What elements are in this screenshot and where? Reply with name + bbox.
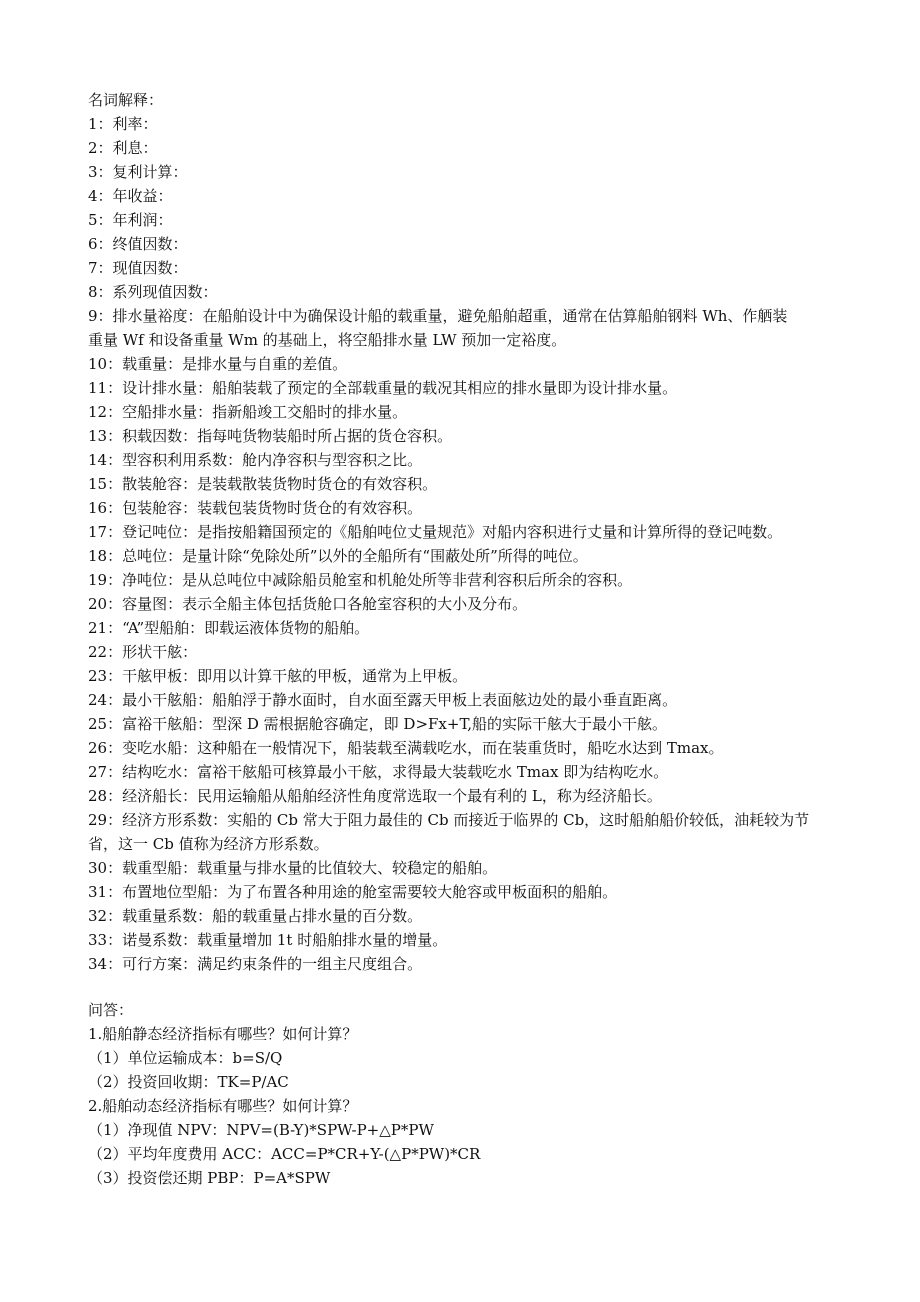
definition-item: 9：排水量裕度：在船舶设计中为确保设计船的载重量，避免船舶超重，通常在估算船舶钢料 Wh、作舾装 bbox=[88, 307, 788, 325]
definition-item: 21：“A”型船舶：即载运液体货物的船舶。 bbox=[88, 619, 370, 637]
definition-item: 5：年利润： bbox=[88, 211, 173, 229]
definition-item: 20：容量图：表示全船主体包括货舱口各舱室容积的大小及分布。 bbox=[88, 595, 528, 613]
qa-question: 2.船舶动态经济指标有哪些？如何计算？ bbox=[88, 1097, 358, 1115]
definition-item: 33：诺曼系数：载重量增加 1t 时船舶排水量的增量。 bbox=[88, 931, 448, 949]
qa-list bbox=[88, 1022, 848, 1190]
definition-item: 14：型容积利用系数：舱内净容积与型容积之比。 bbox=[88, 451, 423, 469]
definition-item: 29：经济方形系数：实船的 Cb 常大于阻力最佳的 Cb 而接近于临界的 Cb，这时船舶船价较低，油耗较为节 bbox=[88, 811, 810, 829]
section-heading-qa: 问答： bbox=[88, 1001, 134, 1019]
definition-item: 22：形状干舷： bbox=[88, 643, 198, 661]
definition-item: 12：空船排水量：指新船竣工交船时的排水量。 bbox=[88, 403, 408, 421]
qa-answer: （1）净现值 NPV：NPV=(B-Y)*SPW-P+△P*PW bbox=[88, 1121, 434, 1139]
section-spacer bbox=[88, 976, 848, 998]
qa-answer: （1）单位运输成本：b=S/Q bbox=[88, 1049, 283, 1067]
definition-item: 15：散装舱容：是装载散装货物时货仓的有效容积。 bbox=[88, 475, 438, 493]
definition-item: 13：积载因数：指每吨货物装船时所占据的货仓容积。 bbox=[88, 427, 453, 445]
definition-item: 6：终值因数： bbox=[88, 235, 188, 253]
definition-item: 7：现值因数： bbox=[88, 259, 188, 277]
definition-item: 8：系列现值因数： bbox=[88, 283, 218, 301]
definition-item: 19：净吨位：是从总吨位中减除船员舱室和机舱处所等非营利容积后所余的容积。 bbox=[88, 571, 633, 589]
definition-item: 1：利率： bbox=[88, 115, 158, 133]
qa-answer: （2）投资回收期：TK=P/AC bbox=[88, 1073, 289, 1091]
definition-item: 18：总吨位：是量计除“免除处所”以外的全船所有“围蔽处所”所得的吨位。 bbox=[88, 547, 588, 565]
definition-item: 4：年收益： bbox=[88, 187, 173, 205]
definition-item: 2：利息： bbox=[88, 139, 158, 157]
definition-item: 28：经济船长：民用运输船从船舶经济性角度常选取一个最有利的 L，称为经济船长。 bbox=[88, 787, 662, 805]
definitions-list bbox=[88, 112, 848, 976]
qa-answer: （2）平均年度费用 ACC：ACC=P*CR+Y-(△P*PW)*CR bbox=[88, 1145, 481, 1163]
definition-item: 25：富裕干舷船：型深 D 需根据舱容确定，即 D>Fx+T,船的实际干舷大于最小干舷。 bbox=[88, 715, 668, 733]
document-page bbox=[88, 88, 848, 1190]
definition-item-continuation: 省，这一 Cb 值称为经济方形系数。 bbox=[88, 835, 329, 853]
definition-item: 11：设计排水量：船舶装载了预定的全部载重量的载况其相应的排水量即为设计排水量。 bbox=[88, 379, 678, 397]
definition-item: 24：最小干舷船：船舶浮于静水面时，自水面至露天甲板上表面舷边处的最小垂直距离。 bbox=[88, 691, 678, 709]
definition-item: 10：载重量：是排水量与自重的差值。 bbox=[88, 355, 348, 373]
definition-item: 31：布置地位型船：为了布置各种用途的舱室需要较大舱容或甲板面积的船舶。 bbox=[88, 883, 618, 901]
definition-item: 17：登记吨位：是指按船籍国预定的《船舶吨位丈量规范》对船内容积进行丈量和计算所得的登记吨数。 bbox=[88, 523, 783, 541]
definition-item: 23：干舷甲板：即用以计算干舷的甲板，通常为上甲板。 bbox=[88, 667, 468, 685]
definition-item: 3：复利计算： bbox=[88, 163, 188, 181]
definition-item: 27：结构吃水：富裕干舷船可核算最小干舷，求得最大装载吃水 Tmax 即为结构吃水。 bbox=[88, 763, 669, 781]
section-heading-definitions: 名词解释： bbox=[88, 91, 164, 109]
qa-question: 1.船舶静态经济指标有哪些？如何计算？ bbox=[88, 1025, 358, 1043]
definition-item: 32：载重量系数：船的载重量占排水量的百分数。 bbox=[88, 907, 423, 925]
definition-item: 30：载重型船：载重量与排水量的比值较大、较稳定的船舶。 bbox=[88, 859, 498, 877]
qa-answer: （3）投资偿还期 PBP：P=A*SPW bbox=[88, 1169, 331, 1187]
definition-item: 16：包装舱容：装载包装货物时货仓的有效容积。 bbox=[88, 499, 423, 517]
definition-item-continuation: 重量 Wf 和设备重量 Wm 的基础上，将空船排水量 LW 预加一定裕度。 bbox=[88, 331, 567, 349]
definition-item: 34：可行方案：满足约束条件的一组主尺度组合。 bbox=[88, 955, 423, 973]
definition-item: 26：变吃水船：这种船在一般情况下，船装载至满载吃水，而在装重货时，船吃水达到 Tmax。 bbox=[88, 739, 724, 757]
